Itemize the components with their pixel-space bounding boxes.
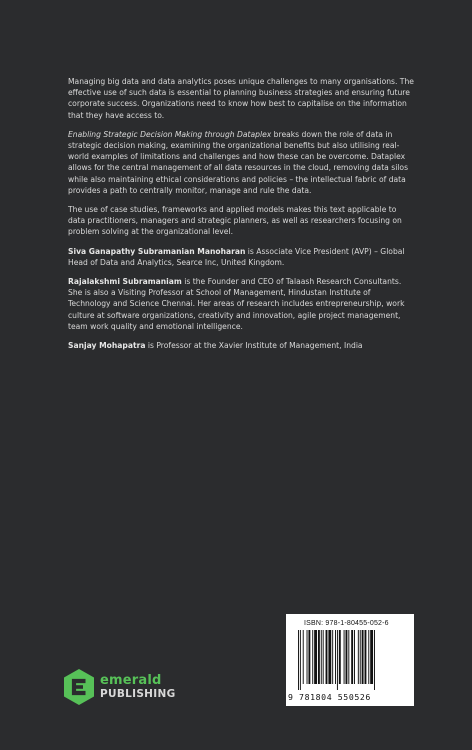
author-bio-text-1: is Associate Vice President (AVP) – Global Head of Data and Analytics, Searce Inc, United Kingdom. (68, 246, 405, 267)
book-title-italic: Enabling Strategic Decision Making through Dataplex (68, 129, 272, 139)
author-bio-2 (68, 276, 414, 332)
barcode-bars-icon (296, 630, 404, 690)
author-bio-1 (68, 246, 414, 268)
description-paragraph-3: The use of case studies, frameworks and applied models makes this text applicable to data practitioners, managers and strategic planners, as well as researchers focusing on problem solving at the organizational level. (68, 205, 402, 237)
emerald-publishing-logo (62, 668, 182, 708)
author-name-1: Siva Ganapathy Subramanian Manoharan (68, 246, 246, 256)
isbn-barcode (286, 614, 414, 706)
description-paragraph-1: Managing big data and data analytics poses unique challenges to many organisations. The effective use of such data is essential to planning business strategies and ensuring future corporate success. Organizations need to know how best to capitalise on the information that they have access to. (68, 77, 414, 120)
isbn-label: ISBN: 978-1-80455-052-6 (304, 620, 389, 627)
author-name-3: Sanjay Mohapatra (68, 341, 146, 351)
author-bio-text-2: is the Founder and CEO of Talaash Research Consultants. She is also a Visiting Professor at School of Management, Hindustan Institute of Technology and Science Chennai. Her areas of research includes entrepreneurship, work culture at software organizations, creativity and innovation, agile project management, team work quality and emotional intelligence. (68, 277, 405, 331)
author-bio-text-3: is Professor at the Xavier Institute of Management, India (145, 341, 363, 351)
logo-wordmark (100, 674, 176, 700)
description-paragraph-2-text: breaks down the role of data in strategic decision making, examining the organizational benefits but also utilising real-world examples of limitations and challenges and how these can be overcome. Dataplex allows for the central management of all data resources in the cloud, removing data silos while also maintaining ethical considerations and policies – the intellectual fabric of data provides a path to centrally monitor, manage and rule the data. (68, 129, 409, 195)
description-paragraph-2 (68, 129, 414, 196)
emerald-logo-icon (62, 668, 96, 706)
logo-line-emerald: emerald (100, 673, 162, 688)
back-cover-blurb (68, 76, 414, 359)
barcode-digits: 9 781804 550526 (288, 692, 371, 702)
author-name-2: Rajalakshmi Subramaniam (68, 277, 182, 287)
logo-line-publishing: PUBLISHING (100, 688, 176, 700)
author-bio-3 (68, 340, 414, 351)
